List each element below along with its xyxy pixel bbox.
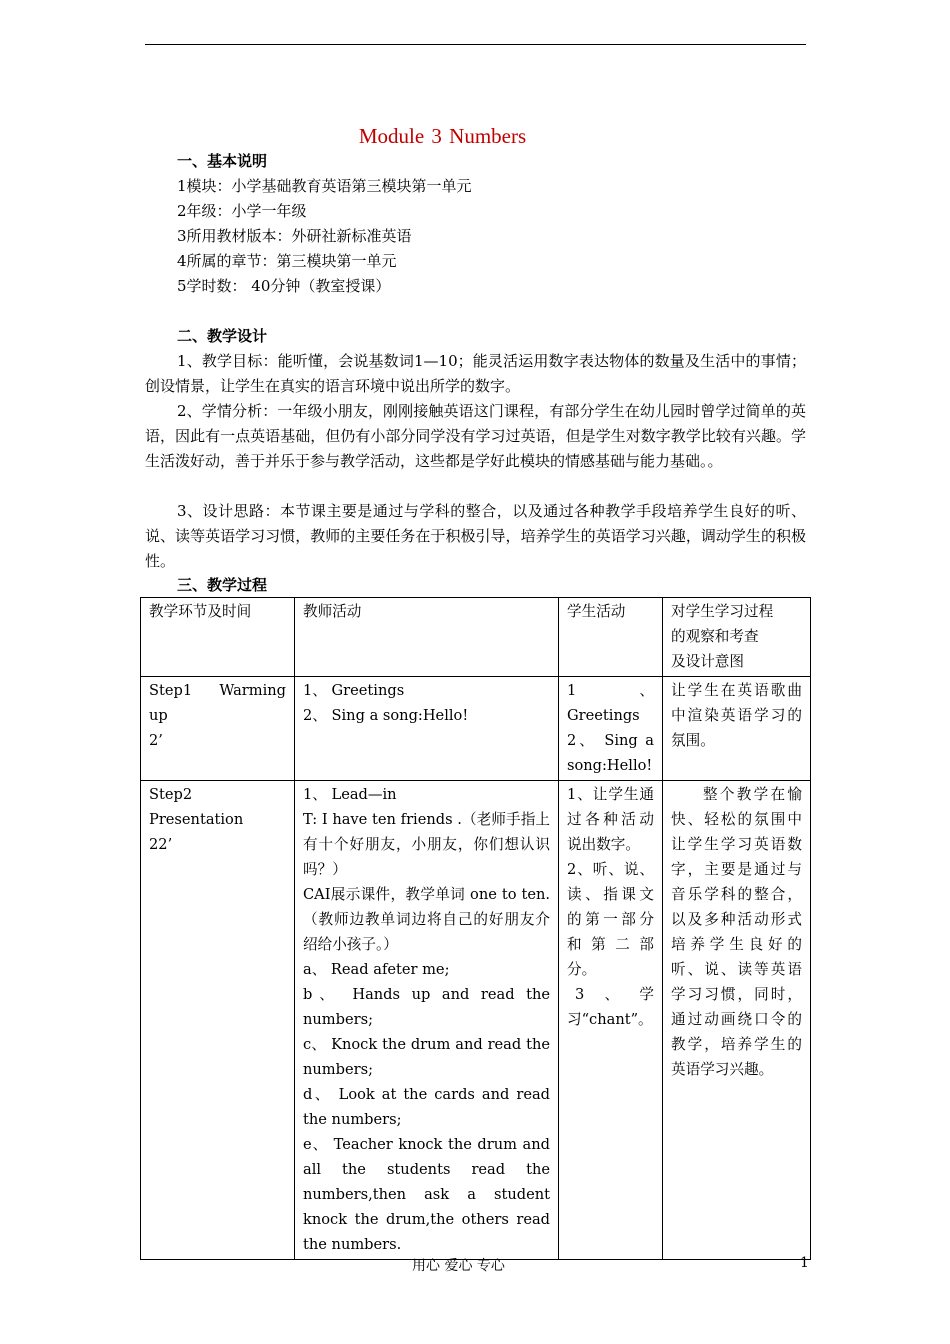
teacher-activity: CAI展示课件，教学单词 one to ten.（教师边教单词边将自己的好朋友介绍给小孩子。） xyxy=(303,886,550,953)
section3-heading: 三、教学过程 xyxy=(177,576,268,594)
teaching-process-table xyxy=(140,597,811,1260)
step-time: 22’ xyxy=(149,836,173,853)
section1-heading: 一、基本说明 xyxy=(177,152,268,170)
table-row xyxy=(141,781,811,1260)
header-cell-intent xyxy=(663,598,811,677)
student-activity: 3、学习“chant”。 xyxy=(567,986,654,1028)
header-cell-teacher: 教师活动 xyxy=(295,598,559,677)
teacher-activity: a、 Read afeter me; xyxy=(303,961,450,978)
footer-motto: 用心 爱心 专心 xyxy=(412,1258,505,1274)
header-intent-line: 及设计意图 xyxy=(671,653,744,670)
header-rule xyxy=(145,44,806,45)
cell-step xyxy=(141,677,295,781)
cell-intent: 整个教学在愉快、轻松的氛围中让学生学习英语数字，主要是通过与音乐学科的整合，以及多种活动形式培养学生良好的听、说、读等英语学习习惯，同时，通过动画绕口令的教学，培养学生的英语学习兴趣。 xyxy=(663,781,811,1260)
section2-heading: 二、教学设计 xyxy=(177,327,268,345)
cell-student xyxy=(559,781,663,1260)
header-cell-student: 学生活动 xyxy=(559,598,663,677)
document-title: Module 3 Numbers xyxy=(358,124,527,148)
teacher-activity: 2、 Sing a song:Hello! xyxy=(303,707,469,724)
step-time: 2’ xyxy=(149,732,163,749)
student-activity: 1、让学生通过各种活动说出数字。 xyxy=(567,786,654,853)
teacher-activity: e、 Teacher knock the drum and all the students read the numbers,then ask a student knock the drum,the others read the numbers. xyxy=(303,1136,550,1253)
cell-step xyxy=(141,781,295,1260)
step-name: Step2 Presentation xyxy=(149,786,244,828)
cell-teacher xyxy=(295,781,559,1260)
cell-intent: 让学生在英语歌曲中渲染英语学习的氛围。 xyxy=(663,677,811,781)
paragraph-analysis: 2、学情分析：一年级小朋友，刚刚接触英语这门课程，有部分学生在幼儿园时曾学过简单的英语，因此有一点英语基础，但仍有小部分同学没有学习过英语，但是学生对数字教学比较有兴趣。学生活泼好动，善于并乐于参与教学活动，这些都是学好此模块的情感基础与能力基础。。 xyxy=(145,402,806,470)
teacher-activity: T: I have ten friends .（老师手指上有十个好朋友，小朋友，你们想认识吗？） xyxy=(303,811,550,878)
table-header-row xyxy=(141,598,811,677)
header-intent-line: 的观察和考查 xyxy=(671,628,759,645)
info-item-hours: 5学时数： 40分钟（教室授课） xyxy=(177,277,391,295)
paragraph-design: 3、设计思路：本节课主要是通过与学科的整合，以及通过各种教学手段培养学生良好的听、说、读等英语学习习惯，教师的主要任务在于积极引导，培养学生的英语学习兴趣，调动学生的积极性。 xyxy=(145,502,806,570)
info-item-grade: 2年级：小学一年级 xyxy=(177,202,307,220)
header-intent-line: 对学生学习过程 xyxy=(671,603,774,620)
teacher-activity: 1、 Greetings xyxy=(303,682,405,699)
info-item-textbook: 3所用教材版本：外研社新标准英语 xyxy=(177,227,412,245)
info-item-chapter: 4所属的章节：第三模块第一单元 xyxy=(177,252,397,270)
paragraph-objectives: 1、教学目标：能听懂，会说基数词1—10；能灵活运用数字表达物体的数量及生活中的事情；创设情景，让学生在真实的语言环境中说出所学的数字。 xyxy=(145,352,806,395)
table-row xyxy=(141,677,811,781)
step-name: Step1 Warming up xyxy=(149,682,286,724)
info-item-module: 1模块：小学基础教育英语第三模块第一单元 xyxy=(177,177,472,195)
student-activity: 2、听、说、读、指课文的第一部分和第二部分。 xyxy=(567,861,654,978)
cell-student: 1、Greetings 2、 Sing a song:Hello! xyxy=(559,677,663,781)
teacher-activity: d、 Look at the cards and read the numbers; xyxy=(303,1086,550,1128)
page-number: 1 xyxy=(800,1255,809,1271)
teacher-activity: c、 Knock the drum and read the numbers; xyxy=(303,1036,550,1078)
header-cell-step: 教学环节及时间 xyxy=(141,598,295,677)
cell-teacher xyxy=(295,677,559,781)
teacher-activity: 1、 Lead—in xyxy=(303,786,397,803)
teacher-activity: b、 Hands up and read the numbers; xyxy=(303,986,550,1028)
